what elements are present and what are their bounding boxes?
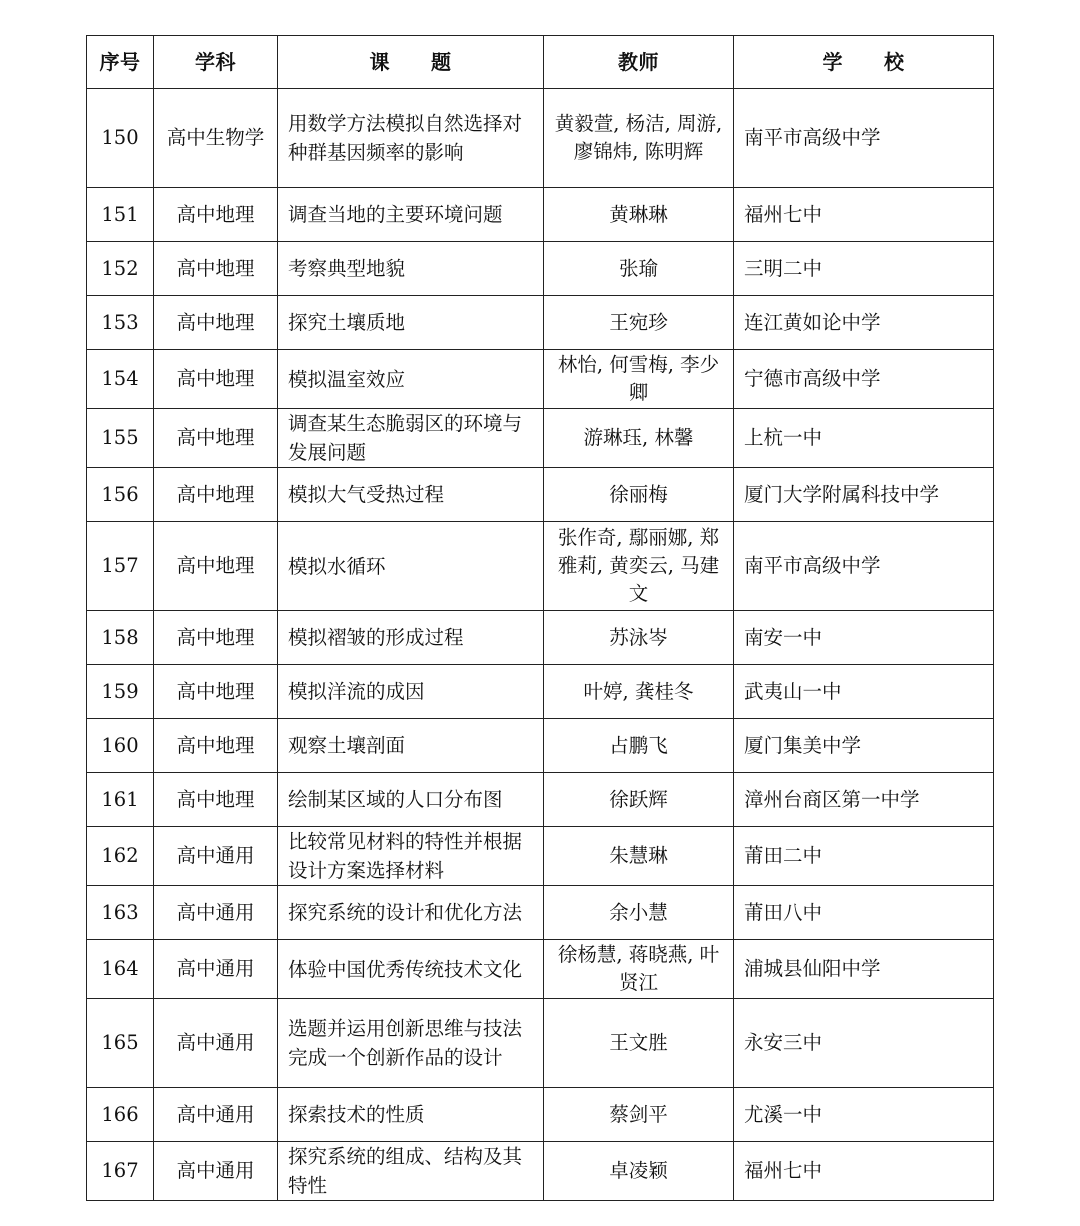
cell-school: 三明二中 xyxy=(734,242,994,296)
header-school: 学 校 xyxy=(734,36,994,89)
table-row xyxy=(87,773,994,827)
cell-teacher: 余小慧 xyxy=(544,886,734,940)
cell-teacher: 徐丽梅 xyxy=(544,468,734,522)
header-subject: 学科 xyxy=(154,36,278,89)
cell-no: 152 xyxy=(87,242,154,296)
cell-no: 154 xyxy=(87,350,154,409)
cell-topic: 用数学方法模拟自然选择对种群基因频率的影响 xyxy=(278,89,544,188)
cell-teacher: 蔡剑平 xyxy=(544,1088,734,1142)
cell-topic: 观察土壤剖面 xyxy=(278,719,544,773)
cell-topic: 模拟洋流的成因 xyxy=(278,665,544,719)
table-row xyxy=(87,89,994,188)
project-table xyxy=(86,35,994,1201)
cell-topic: 探究系统的设计和优化方法 xyxy=(278,886,544,940)
cell-subject: 高中通用 xyxy=(154,827,278,886)
cell-topic: 体验中国优秀传统技术文化 xyxy=(278,940,544,999)
cell-teacher: 占鹏飞 xyxy=(544,719,734,773)
header-no: 序号 xyxy=(87,36,154,89)
cell-no: 167 xyxy=(87,1142,154,1201)
table-row xyxy=(87,468,994,522)
cell-school: 南平市高级中学 xyxy=(734,522,994,611)
cell-topic: 探索技术的性质 xyxy=(278,1088,544,1142)
table-row xyxy=(87,1142,994,1201)
cell-no: 155 xyxy=(87,409,154,468)
cell-teacher: 张瑜 xyxy=(544,242,734,296)
cell-topic: 模拟温室效应 xyxy=(278,350,544,409)
cell-school: 武夷山一中 xyxy=(734,665,994,719)
cell-teacher: 卓凌颖 xyxy=(544,1142,734,1201)
cell-school: 连江黄如论中学 xyxy=(734,296,994,350)
cell-topic: 比较常见材料的特性并根据设计方案选择材料 xyxy=(278,827,544,886)
header-topic: 课 题 xyxy=(278,36,544,89)
cell-teacher: 叶婷, 龚桂冬 xyxy=(544,665,734,719)
cell-school: 南安一中 xyxy=(734,611,994,665)
cell-subject: 高中通用 xyxy=(154,886,278,940)
cell-no: 153 xyxy=(87,296,154,350)
table-header-row xyxy=(87,36,994,89)
cell-school: 莆田八中 xyxy=(734,886,994,940)
cell-topic: 模拟褶皱的形成过程 xyxy=(278,611,544,665)
cell-no: 164 xyxy=(87,940,154,999)
header-teacher: 教师 xyxy=(544,36,734,89)
cell-no: 161 xyxy=(87,773,154,827)
cell-school: 厦门大学附属科技中学 xyxy=(734,468,994,522)
cell-no: 166 xyxy=(87,1088,154,1142)
cell-topic: 选题并运用创新思维与技法完成一个创新作品的设计 xyxy=(278,999,544,1088)
cell-teacher: 徐跃辉 xyxy=(544,773,734,827)
cell-no: 150 xyxy=(87,89,154,188)
cell-no: 158 xyxy=(87,611,154,665)
cell-subject: 高中地理 xyxy=(154,611,278,665)
cell-topic: 探究系统的组成、结构及其特性 xyxy=(278,1142,544,1201)
cell-no: 165 xyxy=(87,999,154,1088)
cell-teacher: 王文胜 xyxy=(544,999,734,1088)
cell-teacher: 黄毅萱, 杨洁, 周游, 廖锦炜, 陈明辉 xyxy=(544,89,734,188)
table-row xyxy=(87,296,994,350)
cell-school: 福州七中 xyxy=(734,1142,994,1201)
document-page xyxy=(86,35,993,1201)
table-row xyxy=(87,611,994,665)
cell-topic: 考察典型地貌 xyxy=(278,242,544,296)
cell-subject: 高中地理 xyxy=(154,409,278,468)
table-row xyxy=(87,188,994,242)
cell-school: 永安三中 xyxy=(734,999,994,1088)
table-row xyxy=(87,665,994,719)
cell-school: 浦城县仙阳中学 xyxy=(734,940,994,999)
cell-subject: 高中地理 xyxy=(154,350,278,409)
cell-subject: 高中通用 xyxy=(154,940,278,999)
cell-teacher: 苏泳岑 xyxy=(544,611,734,665)
cell-topic: 绘制某区域的人口分布图 xyxy=(278,773,544,827)
cell-no: 156 xyxy=(87,468,154,522)
cell-school: 厦门集美中学 xyxy=(734,719,994,773)
table-row xyxy=(87,999,994,1088)
cell-school: 漳州台商区第一中学 xyxy=(734,773,994,827)
cell-school: 尤溪一中 xyxy=(734,1088,994,1142)
cell-teacher: 徐杨慧, 蒋晓燕, 叶贤江 xyxy=(544,940,734,999)
cell-topic: 模拟水循环 xyxy=(278,522,544,611)
cell-subject: 高中地理 xyxy=(154,242,278,296)
table-row xyxy=(87,719,994,773)
cell-no: 159 xyxy=(87,665,154,719)
cell-teacher: 林怡, 何雪梅, 李少卿 xyxy=(544,350,734,409)
cell-subject: 高中生物学 xyxy=(154,89,278,188)
cell-subject: 高中地理 xyxy=(154,719,278,773)
cell-subject: 高中地理 xyxy=(154,665,278,719)
cell-subject: 高中地理 xyxy=(154,188,278,242)
cell-subject: 高中通用 xyxy=(154,999,278,1088)
table-row xyxy=(87,522,994,611)
cell-teacher: 黄琳琳 xyxy=(544,188,734,242)
cell-topic: 调查某生态脆弱区的环境与发展问题 xyxy=(278,409,544,468)
cell-topic: 探究土壤质地 xyxy=(278,296,544,350)
cell-school: 福州七中 xyxy=(734,188,994,242)
cell-teacher: 张作奇, 鄢丽娜, 郑雅莉, 黄奕云, 马建文 xyxy=(544,522,734,611)
cell-subject: 高中地理 xyxy=(154,296,278,350)
table-row xyxy=(87,350,994,409)
table-row xyxy=(87,242,994,296)
table-row xyxy=(87,409,994,468)
cell-teacher: 王宛珍 xyxy=(544,296,734,350)
cell-subject: 高中通用 xyxy=(154,1088,278,1142)
table-row xyxy=(87,1088,994,1142)
table-row xyxy=(87,886,994,940)
cell-no: 151 xyxy=(87,188,154,242)
cell-school: 莆田二中 xyxy=(734,827,994,886)
cell-no: 162 xyxy=(87,827,154,886)
cell-subject: 高中通用 xyxy=(154,1142,278,1201)
cell-subject: 高中地理 xyxy=(154,773,278,827)
cell-school: 南平市高级中学 xyxy=(734,89,994,188)
cell-school: 上杭一中 xyxy=(734,409,994,468)
cell-topic: 模拟大气受热过程 xyxy=(278,468,544,522)
cell-no: 160 xyxy=(87,719,154,773)
table-row xyxy=(87,940,994,999)
cell-teacher: 游琳珏, 林馨 xyxy=(544,409,734,468)
cell-no: 163 xyxy=(87,886,154,940)
cell-school: 宁德市高级中学 xyxy=(734,350,994,409)
cell-no: 157 xyxy=(87,522,154,611)
cell-topic: 调查当地的主要环境问题 xyxy=(278,188,544,242)
cell-subject: 高中地理 xyxy=(154,522,278,611)
cell-subject: 高中地理 xyxy=(154,468,278,522)
cell-teacher: 朱慧琳 xyxy=(544,827,734,886)
table-row xyxy=(87,827,994,886)
